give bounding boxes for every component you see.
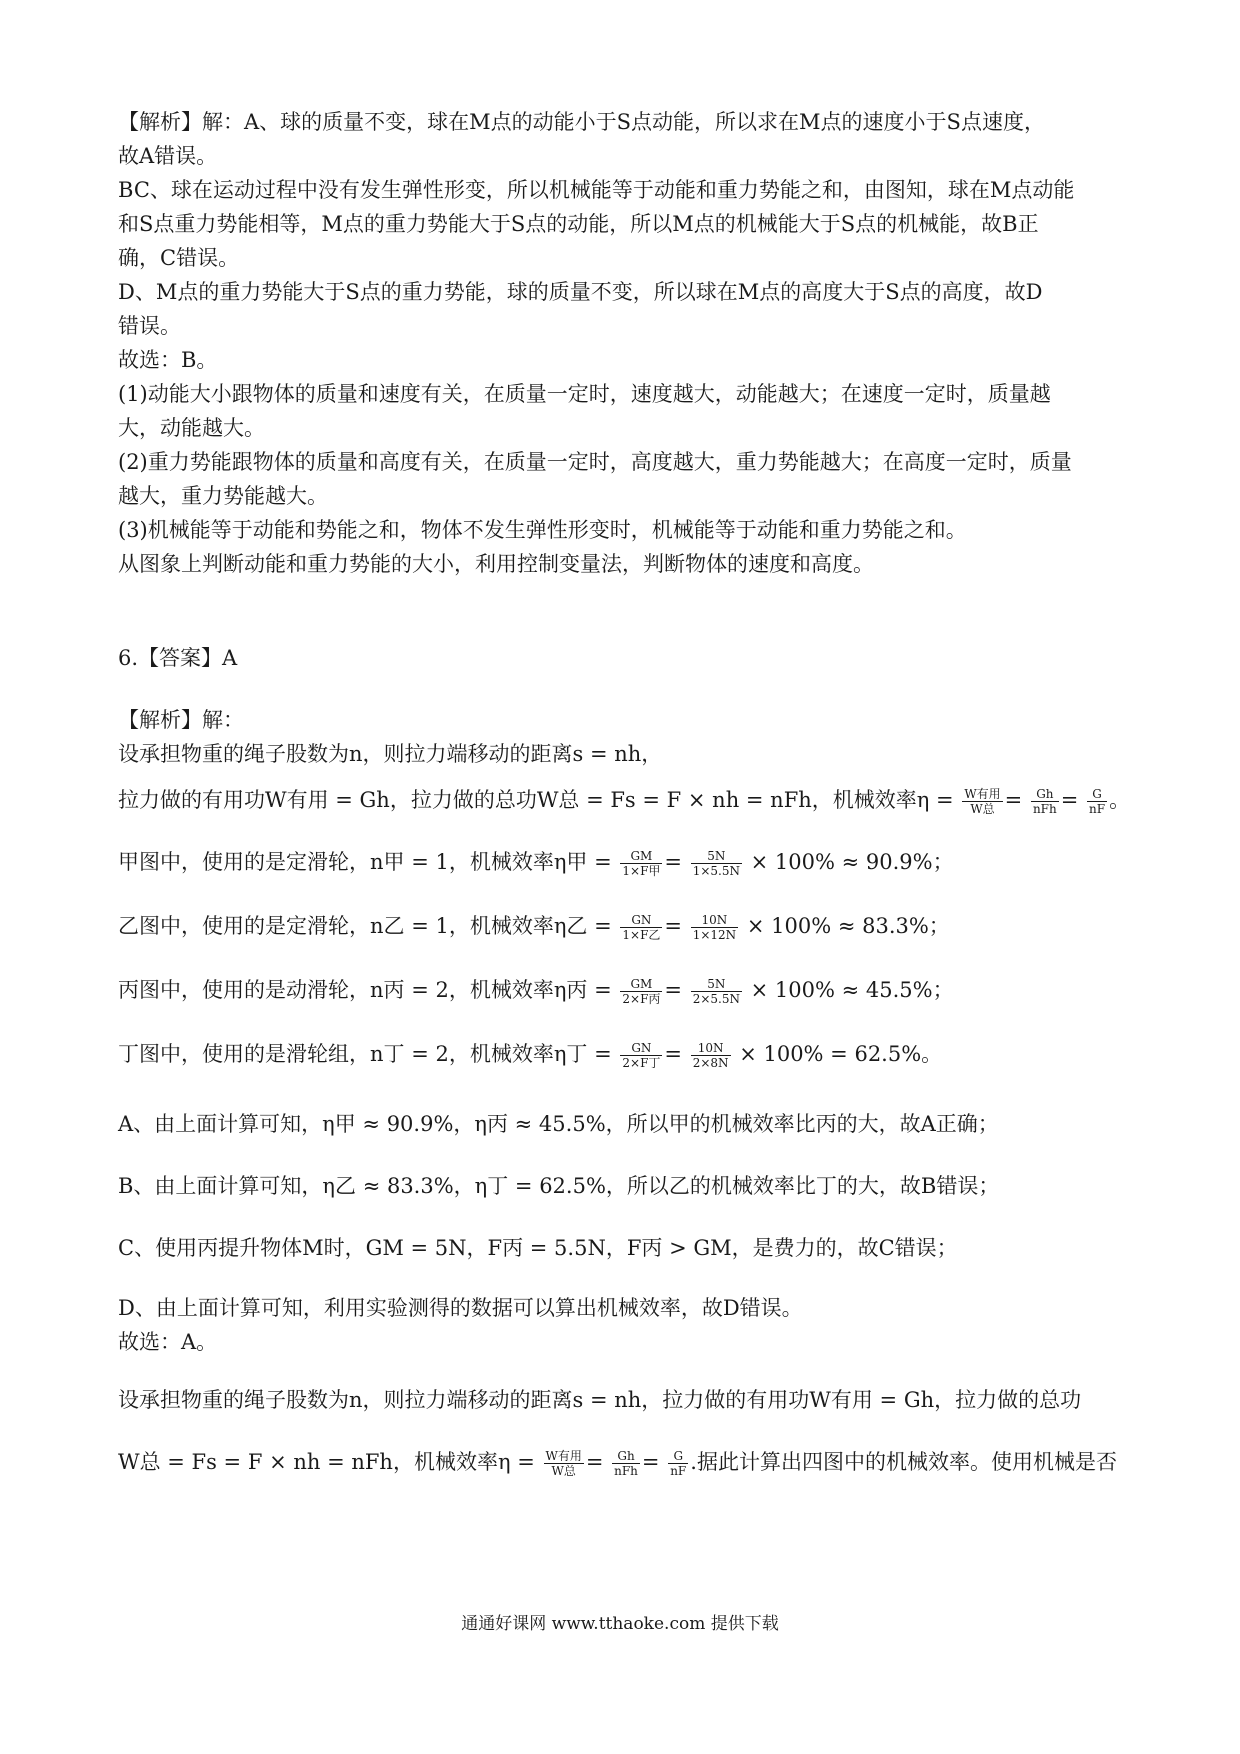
q6-line1: 设承担物重的绳子股数为n，则拉力端移动的距离s = nh， xyxy=(118,742,663,766)
analysis5-line6: D、M点的重力势能大于S点的重力势能，球的质量不变，所以球在M点的高度大于S点的高度，故D xyxy=(118,280,1043,304)
fraction-gh: $\frac{Gh}{\text{nFh}}$ xyxy=(1032,787,1057,816)
analysis5-line11: (2)重力势能跟物体的质量和高度有关，在质量一定时，高度越大，重力势能越大；在高度一定时，质量 xyxy=(118,450,1072,474)
analysis5-line5: 确，C错误。 xyxy=(118,246,240,270)
fraction-summary-gh: $\frac{Gh}{\text{nFh}}$ xyxy=(614,1449,638,1478)
q6-intro: 【解析】解： xyxy=(118,708,244,732)
q6-summary-line1: 设承担物重的绳子股数为n，则拉力端移动的距离s = nh，拉力做的有用功W有用 = Gh，拉力做的总功 xyxy=(118,1388,1082,1412)
fraction-yi-1: $\frac{GN}{\text{1×F乙}}$ xyxy=(622,913,661,942)
q6-line2-text: 拉力做的有用功W有用 = Gh，拉力做的总功W总 = Fs = F × nh = nFh，机械效率η = xyxy=(118,788,954,812)
page-footer: 通通好课网 www.tthaoke.com 提供下载 xyxy=(461,1614,779,1634)
fraction-bing-2: $\frac{5N}{2\times 5.5N}$ xyxy=(692,977,740,1006)
analysis5-line14: 从图象上判断动能和重力势能的大小，利用控制变量法，判断物体的速度和高度。 xyxy=(118,552,874,576)
fraction-jia-1: $\frac{GM}{\text{1×F甲}}$ xyxy=(622,849,661,878)
fraction-ding-1: $\frac{GN}{\text{2×F丁}}$ xyxy=(622,1041,661,1070)
fraction-yi-2: $\frac{10N}{1\times 12N}$ xyxy=(692,913,737,942)
analysis5-line3: BC、球在运动过程中没有发生弹性形变，所以机械能等于动能和重力势能之和，由图知，球在M点动能 xyxy=(118,178,1075,202)
analysis5-line4: 和S点重力势能相等，M点的重力势能大于S点的动能，所以M点的机械能大于S点的机械能，故B正 xyxy=(118,212,1039,236)
analysis5-line9: (1)动能大小跟物体的质量和速度有关，在质量一定时，速度越大，动能越大；在速度一定时，质量越 xyxy=(118,382,1051,406)
analysis5-line13: (3)机械能等于动能和势能之和，物体不发生弹性形变时，机械能等于动能和重力势能之和。 xyxy=(118,518,967,542)
fraction-summary-w: $\frac{\text{W有用}}{\text{W总}}$ xyxy=(545,1449,582,1478)
q6-option-d: D、由上面计算可知，利用实验测得的数据可以算出机械效率，故D错误。 xyxy=(118,1296,803,1320)
q6-answer: 6.【答案】A xyxy=(118,646,238,670)
q6-choose: 故选：A。 xyxy=(118,1330,218,1354)
q6-efficiency-formula: 拉力做的有用功W有用 = Gh，拉力做的总功W总 = Fs = F × nh = nFh，机械效率η = $\frac{\text{W有用}}{\text{W总}}$ = $\frac{Gh}{\text{nFh}}$ = $\frac{G}{nF}$ 。 xyxy=(118,787,1131,816)
fraction-summary-g: $\frac{G}{nF}$ xyxy=(670,1449,687,1478)
q6-ding-line: 丁图中，使用的是滑轮组，n丁 = 2，机械效率η丁 = $\frac{GN}{\text{2×F丁}}$ = $\frac{10N}{2\times 8N}$ × 100% = 62.5%。 xyxy=(118,1041,943,1070)
fraction-bing-1: $\frac{GM}{\text{2×F丙}}$ xyxy=(622,977,661,1006)
analysis5-line12: 越大，重力势能越大。 xyxy=(118,484,328,508)
q6-summary-line2: W总 = Fs = F × nh = nFh，机械效率η = $\frac{\text{W有用}}{\text{W总}}$ = $\frac{Gh}{\text{nFh}}$ = $\frac{G}{nF}$ .据此计算出四图中的机械效率。使用机械是否 xyxy=(118,1449,1117,1478)
q6-option-c: C、使用丙提升物体M时，GM = 5N，F丙 = 5.5N，F丙 > GM，是费力的，故C错误； xyxy=(118,1236,958,1260)
analysis5-line8: 故选：B。 xyxy=(118,348,218,372)
fraction-g: $\frac{G}{nF}$ xyxy=(1089,787,1106,816)
fraction-ding-2: $\frac{10N}{2\times 8N}$ xyxy=(692,1041,729,1070)
analysis5-line10: 大，动能越大。 xyxy=(118,416,265,440)
analysis5-line7: 错误。 xyxy=(118,314,181,338)
q6-option-b: B、由上面计算可知，η乙 ≈ 83.3%，η丁 = 62.5%，所以乙的机械效率比丁的大，故B错误； xyxy=(118,1174,1000,1198)
analysis5-line2: 故A错误。 xyxy=(118,144,218,168)
q6-option-a: A、由上面计算可知，η甲 ≈ 90.9%，η丙 ≈ 45.5%，所以甲的机械效率比丙的大，故A正确； xyxy=(118,1112,999,1136)
analysis5-line1: 【解析】解：A、球的质量不变，球在M点的动能小于S点动能，所以求在M点的速度小于S点速度， xyxy=(118,110,1045,134)
fraction-w: $\frac{\text{W有用}}{\text{W总}}$ xyxy=(964,787,1001,816)
q6-yi-line: 乙图中，使用的是定滑轮，n乙 = 1，机械效率η乙 = $\frac{GN}{\text{1×F乙}}$ = $\frac{10N}{1\times 12N}$ × 100% ≈ 83.3%； xyxy=(118,913,950,942)
fraction-jia-2: $\frac{5N}{1\times 5.5N}$ xyxy=(692,849,740,878)
q6-jia-line: 甲图中，使用的是定滑轮，n甲 = 1，机械效率η甲 = $\frac{GM}{\text{1×F甲}}$ = $\frac{5N}{1\times 5.5N}$ × 100% ≈ 90.9%； xyxy=(118,849,954,878)
q6-bing-line: 丙图中，使用的是动滑轮，n丙 = 2，机械效率η丙 = $\frac{GM}{\text{2×F丙}}$ = $\frac{5N}{2\times 5.5N}$ × 100% ≈ 45.5%； xyxy=(118,977,954,1006)
